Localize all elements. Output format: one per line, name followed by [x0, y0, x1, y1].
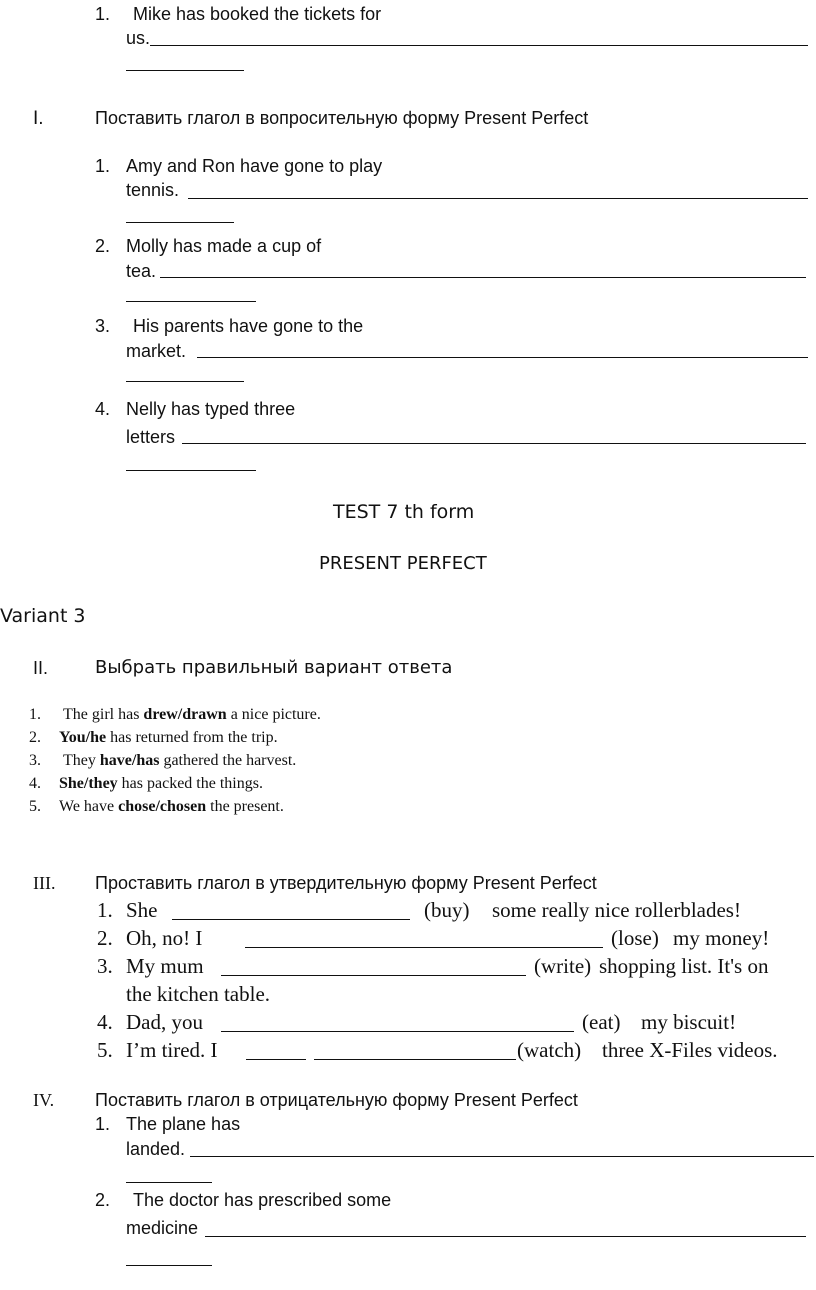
- item-text-line2: landed.: [126, 1139, 186, 1159]
- item-text-line2: tea.: [126, 261, 157, 281]
- item-rest: three X-Files videos.: [602, 1038, 778, 1062]
- choice-options: have/has: [99, 752, 160, 769]
- item-number: 2.: [97, 926, 113, 950]
- choice-sentence: You/he has returned from the trip.: [59, 729, 278, 746]
- item-text-line2: letters: [126, 427, 176, 447]
- answer-line[interactable]: [190, 1156, 814, 1157]
- item-text: Dad, you: [126, 1010, 203, 1034]
- section-roman: IV.: [33, 1090, 55, 1110]
- item-rest: shopping list. It's on: [599, 954, 769, 978]
- answer-line[interactable]: [197, 357, 808, 358]
- item-text: She: [126, 898, 158, 922]
- section-roman: I.: [33, 108, 44, 129]
- item-rest: my money!: [673, 926, 770, 950]
- item-text: My mum: [126, 954, 204, 978]
- answer-line[interactable]: [126, 381, 244, 382]
- item-number: 1.: [29, 706, 41, 723]
- section-instruction: Поставить глагол в вопросительную форму Present Perfect: [95, 108, 589, 128]
- item-number: 2.: [95, 1190, 111, 1210]
- test-title: TEST 7 th form: [333, 501, 475, 523]
- item-number: 1.: [95, 4, 111, 24]
- verb-hint: (lose): [611, 926, 659, 950]
- item-number: 1.: [95, 1114, 111, 1134]
- answer-line[interactable]: [246, 1059, 306, 1060]
- choice-sentence: We have chose/chosen the present.: [59, 798, 284, 815]
- item-text: Molly has made a cup of: [126, 236, 322, 256]
- item-text-line2: the kitchen table.: [126, 982, 271, 1006]
- verb-hint: (buy): [424, 898, 470, 922]
- answer-line[interactable]: [221, 975, 526, 976]
- item-text-line2: tennis.: [126, 180, 180, 200]
- answer-line[interactable]: [182, 443, 806, 444]
- section-instruction: Проставить глагол в утвердительную форму Present Perfect: [95, 873, 597, 893]
- item-text: Mike has booked the tickets for: [133, 4, 382, 24]
- item-text: The plane has: [126, 1114, 241, 1134]
- answer-line[interactable]: [126, 1182, 212, 1183]
- item-number: 3.: [97, 954, 113, 978]
- answer-line[interactable]: [126, 222, 234, 223]
- answer-line[interactable]: [245, 947, 603, 948]
- answer-line[interactable]: [221, 1031, 574, 1032]
- item-number: 4.: [29, 775, 41, 792]
- item-text: Nelly has typed three: [126, 399, 296, 419]
- answer-line[interactable]: [188, 198, 808, 199]
- item-number: 3.: [29, 752, 41, 769]
- item-text-line2: us.: [126, 28, 151, 48]
- item-text: The doctor has prescribed some: [133, 1190, 392, 1210]
- section-instruction: Выбрать правильный вариант ответа: [95, 657, 453, 678]
- item-text-line2: market.: [126, 341, 187, 361]
- item-text-line2: medicine: [126, 1218, 199, 1238]
- answer-line[interactable]: [126, 1265, 212, 1266]
- item-rest: some really nice rollerblades!: [492, 898, 741, 922]
- item-text: I’m tired. I: [126, 1038, 218, 1062]
- item-number: 5.: [97, 1038, 113, 1062]
- item-text: Amy and Ron have gone to play: [126, 156, 383, 176]
- choice-options: You/he: [59, 729, 107, 746]
- test-subtitle: PRESENT PERFECT: [319, 553, 487, 574]
- item-number: 4.: [95, 399, 111, 419]
- variant-label: Variant 3: [0, 605, 86, 627]
- choice-options: She/they: [59, 775, 118, 792]
- verb-hint: (eat): [582, 1010, 621, 1034]
- item-number: 5.: [29, 798, 41, 815]
- section-roman: II.: [33, 658, 49, 678]
- choice-options: drew/drawn: [143, 706, 227, 723]
- section-instruction: Поставить глагол в отрицательную форму Present Perfect: [95, 1090, 578, 1110]
- choice-sentence: They have/has gathered the harvest.: [63, 752, 297, 769]
- choice-sentence: The girl has drew/drawn a nice picture.: [63, 706, 321, 723]
- item-text: Oh, no! I: [126, 926, 203, 950]
- verb-hint: (watch): [517, 1038, 582, 1062]
- answer-line[interactable]: [126, 301, 256, 302]
- answer-line[interactable]: [314, 1059, 516, 1060]
- answer-line[interactable]: [126, 470, 256, 471]
- item-rest: my biscuit!: [641, 1010, 737, 1034]
- item-number: 1.: [97, 898, 113, 922]
- answer-line[interactable]: [126, 70, 244, 71]
- item-text: His parents have gone to the: [133, 316, 364, 336]
- item-number: 3.: [95, 316, 111, 336]
- section-roman: III.: [33, 873, 56, 893]
- answer-line[interactable]: [160, 277, 806, 278]
- choice-options: chose/chosen: [118, 798, 207, 815]
- choice-sentence: She/they has packed the things.: [59, 775, 263, 792]
- item-number: 4.: [97, 1010, 113, 1034]
- answer-line[interactable]: [205, 1236, 806, 1237]
- item-number: 2.: [95, 236, 111, 256]
- verb-hint: (write): [534, 954, 592, 978]
- answer-line[interactable]: [150, 45, 808, 46]
- item-number: 2.: [29, 729, 41, 746]
- answer-line[interactable]: [172, 919, 410, 920]
- item-number: 1.: [95, 156, 111, 176]
